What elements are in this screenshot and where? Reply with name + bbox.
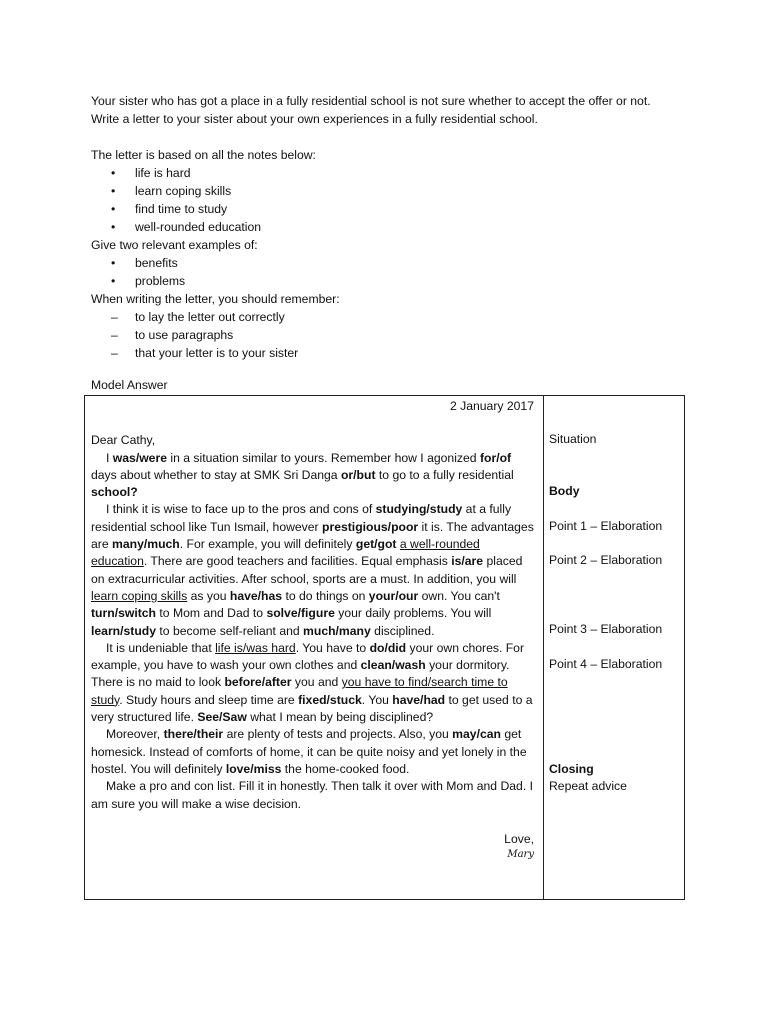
prompt-line-1: Your sister who has got a place in a fully residential school is not sure whether to accept the offer or not. <box>91 94 651 108</box>
letter-text-run: I think it is wise to face up to the pros and cons of <box>106 502 376 517</box>
column-divider <box>543 396 544 899</box>
letter-paragraph-1 <box>91 450 538 502</box>
letter-text-run: to go to a fully residential school? <box>91 467 514 500</box>
letter-paragraph-2 <box>91 501 538 639</box>
letter-text-run: learn/study <box>91 623 157 638</box>
letter-text-run: have/has <box>229 588 283 603</box>
letter-text-run: your dormitory. There is no maid to look <box>91 658 510 690</box>
label-situation: Situation <box>549 432 597 446</box>
label-body: Body <box>549 484 580 498</box>
model-answer-table <box>84 395 685 900</box>
examples-intro: Give two relevant examples of: <box>91 238 258 252</box>
letter-text-run: many/much <box>112 537 180 552</box>
letter-text-run: in a situation similar to yours. Remember how I agonized <box>166 450 480 465</box>
letter-date: 2 January 2017 <box>449 399 534 413</box>
letter-greeting: Dear Cathy, <box>91 433 156 448</box>
letter-text-run: I <box>106 450 113 465</box>
letter-text-run: is/are <box>451 554 484 569</box>
letter-text-run: or/but <box>340 467 376 482</box>
remember-intro: When writing the letter, you should remember: <box>91 292 340 306</box>
letter-text-run: placed on extracurricular activities. After school, sports are a must. In addition, you will <box>91 554 523 586</box>
letter-text-run: See/Saw <box>197 710 247 725</box>
letter-text-run: there/their <box>163 727 224 742</box>
letter-text-run: solve/figure <box>266 606 335 621</box>
letter-text-run: prestigious/poor <box>322 519 419 534</box>
letter-text-run: life is/was hard <box>215 640 296 655</box>
list-item: – that your letter is to your sister <box>91 344 691 362</box>
list-item: • find time to study <box>91 200 691 218</box>
prompt-line-2: Write a letter to your sister about your own experiences in a fully residential school. <box>91 112 538 126</box>
letter-text-run: to Mom and Dad to <box>156 606 267 621</box>
label-point-3: Point 3 – Elaboration <box>549 622 663 636</box>
letter-text-run: studying/study <box>375 502 463 517</box>
label-point-2: Point 2 – Elaboration <box>549 553 663 567</box>
letter-text-run: at a fully residential school like Tun Ismail, however <box>91 502 512 534</box>
list-item: • learn coping skills <box>91 182 691 200</box>
model-answer-label: Model Answer <box>91 378 168 392</box>
letter-text-run: Moreover, <box>106 727 164 742</box>
letter-text-run: you and <box>291 675 342 690</box>
letter-text-run: was/were <box>112 450 167 465</box>
letter-text-run: your daily problems. You will <box>334 606 492 621</box>
letter-text-run: love/miss <box>225 761 282 776</box>
letter-text-run: much/many <box>303 623 371 638</box>
letter-signoff: Love, <box>504 831 534 846</box>
letter-text-run: . You <box>361 692 393 707</box>
letter-text-run: clean/wash <box>360 658 426 673</box>
letter-text-run: . There are good teachers and facilities. Equal emphasis <box>143 554 452 569</box>
letter-paragraph-5 <box>91 778 538 813</box>
letter-text-run: before/after <box>224 675 292 690</box>
notes-intro: The letter is based on all the notes below: <box>91 148 316 162</box>
list-item: • benefits <box>91 254 691 272</box>
letter-text-run: fixed/stuck <box>298 692 362 707</box>
letter-text-run: for/of <box>479 450 512 465</box>
letter-text-run: . Study hours and sleep time are <box>119 692 299 707</box>
list-item: – to use paragraphs <box>91 326 691 344</box>
letter-text-run: It is undeniable that <box>106 640 216 655</box>
letter-text-run: may/can <box>452 727 501 742</box>
letter-text-run: you have to find/search time to study <box>91 675 508 707</box>
notes-list <box>91 164 691 236</box>
label-point-4: Point 4 – Elaboration <box>549 657 663 671</box>
label-closing: Closing <box>549 762 594 776</box>
examples-list <box>91 254 691 290</box>
letter-text-run: learn coping skills <box>91 588 188 603</box>
letter-text-run: get/got <box>355 537 397 552</box>
list-item: – to lay the letter out correctly <box>91 308 691 326</box>
letter-text-run: your/our <box>368 588 419 603</box>
letter-text-run: are plenty of tests and projects. Also, you <box>223 727 453 742</box>
letter-text-run: to do things on <box>282 588 369 603</box>
remember-list <box>91 308 691 362</box>
label-repeat-advice: Repeat advice <box>549 779 627 793</box>
letter-signature: Mary <box>507 849 534 861</box>
letter-text-run: turn/switch <box>91 606 157 621</box>
letter-text-run: own. You can't <box>418 588 500 603</box>
letter-column <box>91 396 538 862</box>
list-item: • problems <box>91 272 691 290</box>
list-item: • life is hard <box>91 164 691 182</box>
letter-text-run: . For example, you will definitely <box>179 537 356 552</box>
letter-text-run: a well-rounded education <box>91 537 480 569</box>
letter-text-run: get homesick. Instead of comforts of home, it can be quite noisy and yet lonely in the hostel. You will definitely <box>91 727 527 776</box>
letter-paragraph-4 <box>91 726 538 778</box>
letter-text-run: Make a pro and con list. Fill it in honestly. Then talk it over with Mom and Dad. I am sure you will make a wise decision. <box>91 779 533 811</box>
list-item: • well-rounded education <box>91 218 691 236</box>
letter-text-run: what I mean by being disciplined? <box>246 710 434 725</box>
letter-text-run: as you <box>187 588 230 603</box>
letter-text-run: have/had <box>392 692 446 707</box>
letter-paragraph-3 <box>91 640 538 726</box>
letter-text-run: days about whether to stay at SMK Sri Danga <box>91 467 341 482</box>
letter-text-run: to get used to a very structured life. <box>91 692 533 725</box>
instructions <box>91 92 691 362</box>
letter-text-run: . You have to <box>295 640 370 655</box>
letter-text-run: your own chores. For example, you have to wash your own clothes and <box>91 640 524 673</box>
letter-text-run: disciplined. <box>370 623 435 638</box>
letter-text-run: to become self-reliant and <box>156 623 304 638</box>
letter-text-run: the home-cooked food. <box>281 761 410 776</box>
letter-text-run: it is. The advantages are <box>91 519 534 552</box>
label-point-1: Point 1 – Elaboration <box>549 519 663 533</box>
letter-text-run: do/did <box>369 640 407 655</box>
